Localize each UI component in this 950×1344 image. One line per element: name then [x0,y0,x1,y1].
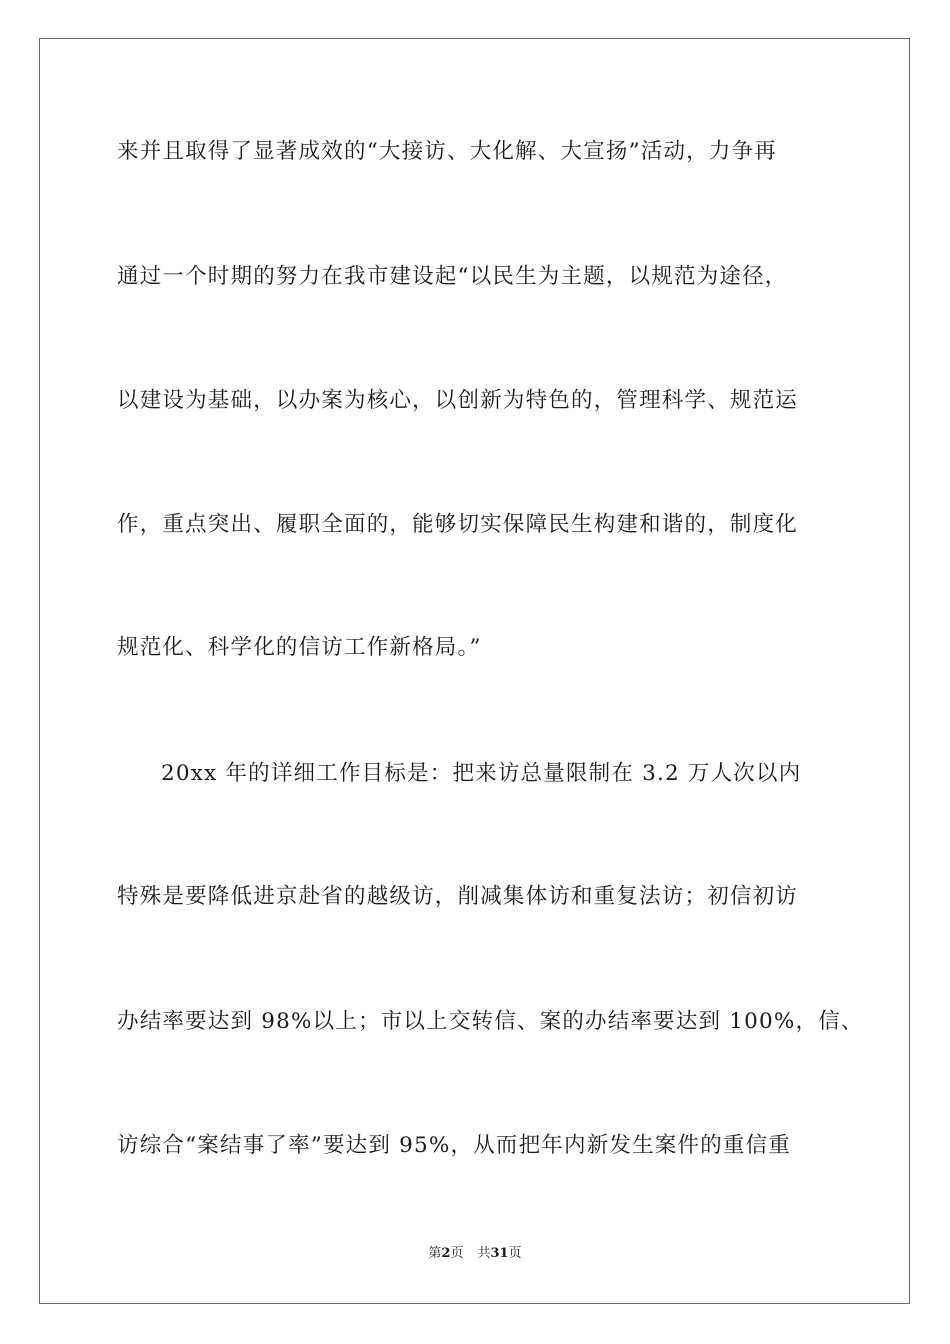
body-text-line-3: 以建设为基础，以办案为核心，以创新为特色的，管理科学、规范运 [117,388,799,413]
paragraph-2-line-1: 20xx 年的详细工作目标是：把来访总量限制在 3.2 万人次以内 [161,761,802,786]
total-pages: 31 [490,1246,509,1261]
total-suffix: 页 [508,1246,522,1261]
page-border [39,38,910,1304]
page-number: 2 [441,1246,451,1261]
page-prefix: 第 [428,1246,442,1261]
body-text-line-2: 通过一个时期的努力在我市建设起“以民生为主题，以规范为途径， [117,264,788,289]
paragraph-2-line-3: 办结率要达到 98%以上；市以上交转信、案的办结率要达到 100%，信、 [117,1009,864,1034]
page-suffix: 页 [450,1246,464,1261]
body-text-line-4: 作，重点突出、履职全面的，能够切实保障民生构建和谐的，制度化 [117,512,799,537]
paragraph-2-line-4: 访综合“案结事了率”要达到 95%，从而把年内新发生案件的重信重 [117,1133,792,1158]
body-text-line-1: 来并且取得了显著成效的“大接访、大化解、大宣扬”活动，力争再 [117,139,777,164]
total-prefix: 共 [477,1246,491,1261]
body-text-line-5: 规范化、科学化的信访工作新格局。” [117,635,482,660]
paragraph-2-line-2: 特殊是要降低进京赴省的越级访，削减集体访和重复法访；初信初访 [117,884,799,909]
page-footer [0,1246,950,1262]
